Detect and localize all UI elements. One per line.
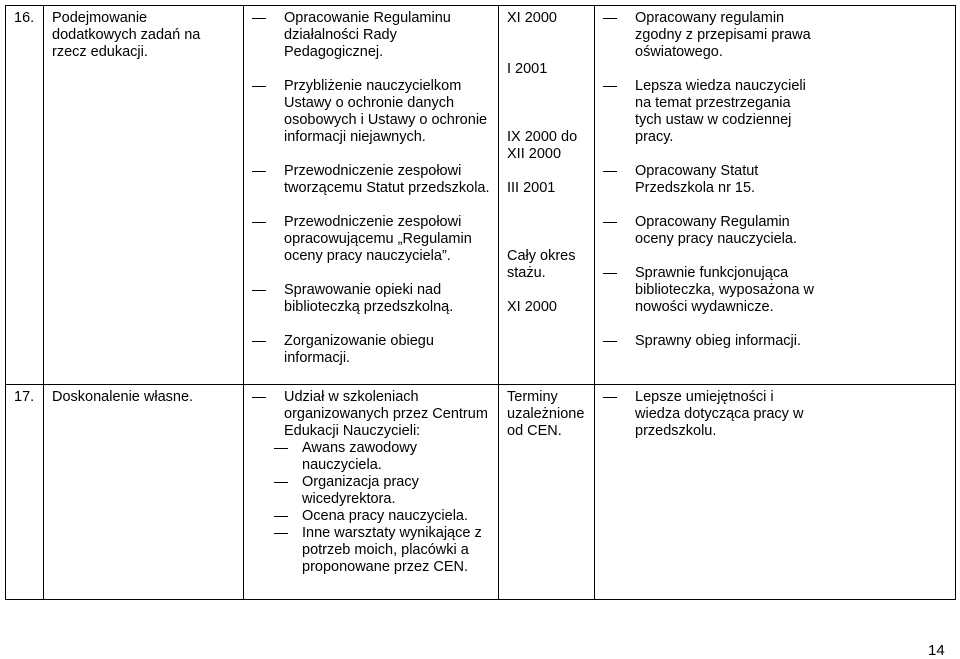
action-item: Przewodniczenie zespołowi opracowującemu „Regulamin oceny pracy nauczyciela”. bbox=[252, 214, 490, 265]
row-number: 17. bbox=[6, 385, 44, 600]
sub-item: Organizacja pracy wicedyrektora. bbox=[274, 474, 490, 508]
term-item: XI 2000 bbox=[507, 299, 557, 315]
task-cell: Podejmowanie dodatkowych zadań na rzecz edukacji. bbox=[44, 6, 244, 385]
terms-cell: Terminy uzależnione od CEN. bbox=[499, 385, 595, 600]
sub-item: Inne warsztaty wynikające z potrzeb moich, placówki a proponowane przez CEN. bbox=[274, 525, 490, 576]
term-item: IX 2000 do XII 2000 bbox=[507, 129, 578, 162]
term-item: XI 2000 bbox=[507, 10, 557, 26]
table-row bbox=[6, 6, 956, 385]
row-number: 16. bbox=[6, 6, 44, 385]
page-number: 14 bbox=[928, 642, 945, 659]
action-item: Przewodniczenie zespołowi tworzącemu Statut przedszkola. bbox=[252, 163, 490, 197]
table-row bbox=[6, 385, 956, 600]
effects-cell bbox=[595, 385, 956, 600]
effect-item: Sprawnie funkcjonująca biblioteczka, wyposażona w nowości wydawnicze. bbox=[603, 265, 815, 316]
term-item: I 2001 bbox=[507, 61, 548, 77]
term-item: III 2001 bbox=[507, 180, 556, 196]
effect-item: Lepsze umiejętności i wiedza dotycząca pracy w przedszkolu. bbox=[603, 389, 815, 440]
action-item: Opracowanie Regulaminu działalności Rady Pedagogicznej. bbox=[252, 10, 490, 61]
plan-table bbox=[5, 5, 956, 600]
sub-item: Awans zawodowy nauczyciela. bbox=[274, 440, 490, 474]
task-cell: Doskonalenie własne. bbox=[44, 385, 244, 600]
action-item: Zorganizowanie obiegu informacji. bbox=[252, 333, 490, 367]
terms-cell bbox=[499, 6, 595, 385]
effect-item: Sprawny obieg informacji. bbox=[603, 333, 815, 350]
action-item: Przybliżenie nauczycielkom Ustawy o ochronie danych osobowych i Ustawy o ochronie informacji niejawnych. bbox=[252, 78, 490, 146]
term-item: Cały okres stażu. bbox=[507, 248, 576, 281]
action-item: Udział w szkoleniach organizowanych przez Centrum Edukacji Nauczycieli: bbox=[252, 389, 490, 440]
effect-item: Lepsza wiedza nauczycieli na temat przestrzegania tych ustaw w codziennej pracy. bbox=[603, 78, 815, 146]
actions-cell bbox=[244, 6, 499, 385]
effects-cell bbox=[595, 6, 956, 385]
sub-item: Ocena pracy nauczyciela. bbox=[274, 508, 490, 525]
action-item: Sprawowanie opieki nad biblioteczką przedszkolną. bbox=[252, 282, 490, 316]
effect-item: Opracowany regulamin zgodny z przepisami prawa oświatowego. bbox=[603, 10, 815, 61]
actions-cell bbox=[244, 385, 499, 600]
effect-item: Opracowany Regulamin oceny pracy nauczyciela. bbox=[603, 214, 815, 248]
effect-item: Opracowany Statut Przedszkola nr 15. bbox=[603, 163, 815, 197]
